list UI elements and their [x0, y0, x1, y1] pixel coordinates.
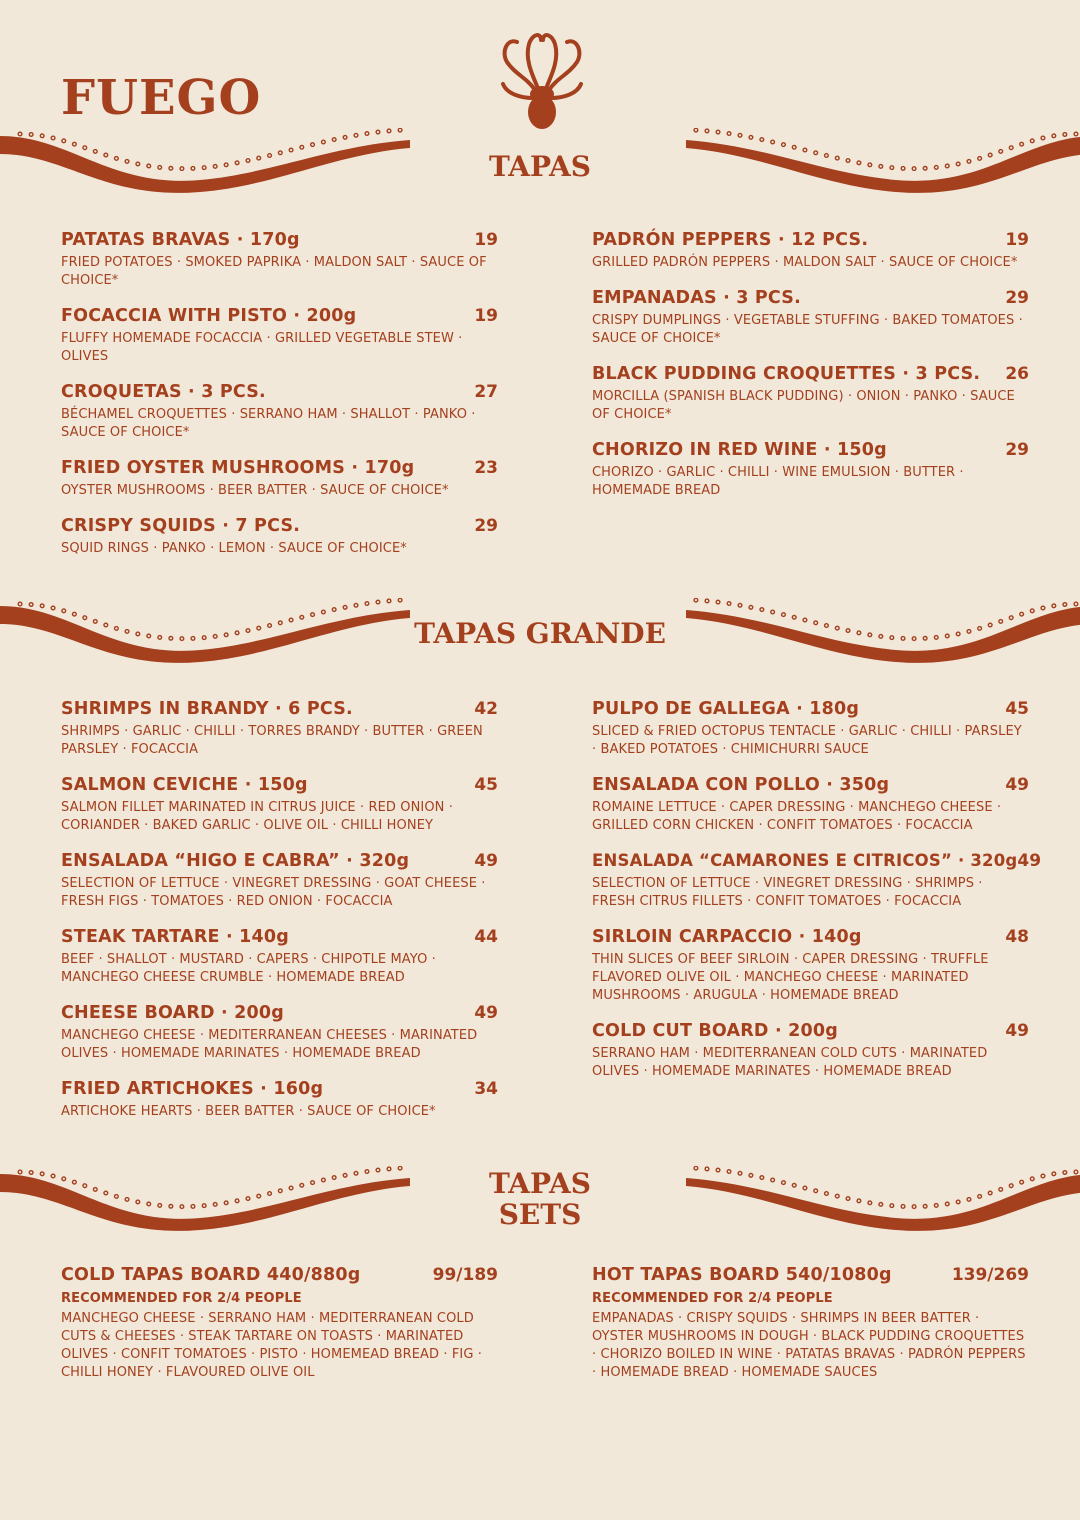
- item-description: MANCHEGO CHEESE · SERRANO HAM · MEDITERRANEAN COLD CUTS & CHEESES · STEAK TARTARE ON TOASTS · MARINATED OLIVES · CONFIT TOMATOES · PISTO · HOMEMEAD BREAD · FIG · CHILLI HONEY · FLAVOURED OLIVE OIL: [61, 1311, 483, 1380]
- item-price: 26: [1005, 364, 1029, 384]
- tapas-grande-left-column: [61, 699, 498, 1137]
- menu-item: [61, 458, 498, 500]
- menu-item: [592, 364, 1029, 424]
- item-description: SALMON FILLET MARINATED IN CITRUS JUICE · RED ONION · CORIANDER · BAKED GARLIC · OLIVE OIL · CHILLI HONEY: [61, 800, 453, 833]
- item-price: 139/269: [951, 1265, 1029, 1285]
- item-name: FRIED OYSTER MUSHROOMS · 170g: [61, 458, 415, 478]
- tapas-sets-left-column: [61, 1265, 498, 1398]
- item-price: 44: [474, 927, 498, 947]
- item-price: 19: [1005, 230, 1029, 250]
- item-price: 49: [474, 1003, 498, 1023]
- menu-item: [592, 699, 1029, 759]
- menu-item: [61, 306, 498, 366]
- item-name: ENSALADA “HIGO E CABRA” · 320g: [61, 851, 410, 871]
- section-title-line: TAPAS: [489, 1167, 591, 1200]
- section-title-tapas-sets: [0, 1168, 1080, 1230]
- item-description: SHRIMPS · GARLIC · CHILLI · TORRES BRANDY · BUTTER · GREEN PARSLEY · FOCACCIA: [61, 724, 483, 757]
- menu-item: [592, 230, 1029, 272]
- section-title-tapas-grande: TAPAS GRANDE: [414, 617, 666, 650]
- item-name: PATATAS BRAVAS · 170g: [61, 230, 300, 250]
- item-name: FOCACCIA WITH PISTO · 200g: [61, 306, 357, 326]
- item-description: SLICED & FRIED OCTOPUS TENTACLE · GARLIC · CHILLI · PARSLEY · BAKED POTATOES · CHIMICHURRI SAUCE: [592, 724, 1022, 757]
- brand-title: FUEGO: [61, 70, 262, 126]
- tapas-grande-right-column: [592, 699, 1042, 1097]
- item-description: BEEF · SHALLOT · MUSTARD · CAPERS · CHIPOTLE MAYO · MANCHEGO CHEESE CRUMBLE · HOMEMADE BREAD: [61, 952, 436, 985]
- item-name: HOT TAPAS BOARD 540/1080g: [592, 1265, 892, 1285]
- item-price: 49: [474, 851, 498, 871]
- item-name: SIRLOIN CARPACCIO · 140g: [592, 927, 862, 947]
- menu-item: [592, 851, 1042, 911]
- item-name: PADRÓN PEPPERS · 12 PCS.: [592, 230, 869, 250]
- menu-item: [61, 382, 498, 442]
- item-name: BLACK PUDDING CROQUETTES · 3 PCS.: [592, 364, 981, 384]
- item-description: ROMAINE LETTUCE · CAPER DRESSING · MANCHEGO CHEESE · GRILLED CORN CHICKEN · CONFIT TOMATOES · FOCACCIA: [592, 800, 1002, 833]
- octopus-icon: [497, 28, 587, 130]
- item-price: 45: [474, 775, 498, 795]
- item-name: SHRIMPS IN BRANDY · 6 PCS.: [61, 699, 353, 719]
- item-price: 42: [474, 699, 498, 719]
- item-price: 27: [474, 382, 498, 402]
- item-name: CHORIZO IN RED WINE · 150g: [592, 440, 887, 460]
- menu-item: [61, 699, 498, 759]
- item-description: BÉCHAMEL CROQUETTES · SERRANO HAM · SHALLOT · PANKO · SAUCE OF CHOICE*: [61, 407, 476, 440]
- item-name: EMPANADAS · 3 PCS.: [592, 288, 801, 308]
- item-name: CHEESE BOARD · 200g: [61, 1003, 285, 1023]
- item-description: EMPANADAS · CRISPY SQUIDS · SHRIMPS IN BEER BATTER · OYSTER MUSHROOMS IN DOUGH · BLACK PUDDING CROQUETTES · CHORIZO BOILED IN WINE · PATATAS BRAVAS · PADRÓN PEPPERS · HOMEMADE BREAD · HOMEMADE SAUCES: [592, 1311, 1026, 1380]
- item-name: CROQUETAS · 3 PCS.: [61, 382, 266, 402]
- section-title-line: SETS: [498, 1198, 582, 1231]
- item-description: FRIED POTATOES · SMOKED PAPRIKA · MALDON SALT · SAUCE OF CHOICE*: [61, 255, 487, 288]
- menu-item: [592, 440, 1029, 500]
- item-price: 29: [1005, 440, 1029, 460]
- menu-item: [592, 288, 1029, 348]
- item-description: THIN SLICES OF BEEF SIRLOIN · CAPER DRESSING · TRUFFLE FLAVORED OLIVE OIL · MANCHEGO CHEESE · MARINATED MUSHROOMS · ARUGULA · HOMEMADE BREAD: [592, 952, 989, 1003]
- item-price: 34: [474, 1079, 498, 1099]
- tapas-sets-right-column: [592, 1265, 1029, 1398]
- item-price: 49: [1017, 851, 1042, 871]
- item-description: FLUFFY HOMEMADE FOCACCIA · GRILLED VEGETABLE STEW · OLIVES: [61, 331, 463, 364]
- item-description: MANCHEGO CHEESE · MEDITERRANEAN CHEESES · MARINATED OLIVES · HOMEMADE MARINATES · HOMEMADE BREAD: [61, 1028, 478, 1061]
- item-name: PULPO DE GALLEGA · 180g: [592, 699, 860, 719]
- item-price: 19: [474, 230, 498, 250]
- tapas-left-column: [61, 230, 498, 574]
- item-description: GRILLED PADRÓN PEPPERS · MALDON SALT · SAUCE OF CHOICE*: [592, 255, 1018, 270]
- item-recommendation: RECOMMENDED FOR 2/4 PEOPLE: [61, 1291, 302, 1306]
- item-price: 49: [1005, 775, 1029, 795]
- item-description: CHORIZO · GARLIC · CHILLI · WINE EMULSION · BUTTER · HOMEMADE BREAD: [592, 465, 964, 498]
- item-price: 49: [1005, 1021, 1029, 1041]
- item-name: STEAK TARTARE · 140g: [61, 927, 289, 947]
- menu-item: [592, 1021, 1029, 1081]
- menu-item: [61, 1265, 498, 1382]
- item-price: 29: [474, 516, 498, 536]
- item-name: ENSALADA “CAMARONES E CITRICOS” · 320g: [592, 851, 1018, 870]
- item-name: CRISPY SQUIDS · 7 PCS.: [61, 516, 301, 536]
- item-description: ARTICHOKE HEARTS · BEER BATTER · SAUCE OF CHOICE*: [61, 1104, 436, 1119]
- menu-item: [61, 230, 498, 290]
- menu-item: [61, 516, 498, 558]
- menu-item: [592, 927, 1029, 1005]
- item-price: 29: [1005, 288, 1029, 308]
- item-description: MORCILLA (SPANISH BLACK PUDDING) · ONION · PANKO · SAUCE OF CHOICE*: [592, 389, 1015, 422]
- item-price: 45: [1005, 699, 1029, 719]
- menu-item: [61, 775, 498, 835]
- item-price: 23: [474, 458, 498, 478]
- item-price: 19: [474, 306, 498, 326]
- item-name: COLD TAPAS BOARD 440/880g: [61, 1265, 361, 1285]
- menu-item: [61, 927, 498, 987]
- menu-item: [592, 775, 1029, 835]
- item-description: OYSTER MUSHROOMS · BEER BATTER · SAUCE OF CHOICE*: [61, 483, 449, 498]
- item-name: SALMON CEVICHE · 150g: [61, 775, 308, 795]
- menu-item: [592, 1265, 1029, 1382]
- item-description: SELECTION OF LETTUCE · VINEGRET DRESSING · SHRIMPS · FRESH CITRUS FILLETS · CONFIT TOMATOES · FOCACCIA: [592, 876, 983, 909]
- menu-item: [61, 851, 498, 911]
- item-recommendation: RECOMMENDED FOR 2/4 PEOPLE: [592, 1291, 833, 1306]
- section-title-tapas: TAPAS: [489, 150, 591, 183]
- item-description: SELECTION OF LETTUCE · VINEGRET DRESSING · GOAT CHEESE · FRESH FIGS · TOMATOES · RED ONION · FOCACCIA: [61, 876, 486, 909]
- menu-item: [61, 1003, 498, 1063]
- item-price: 99/189: [432, 1265, 498, 1285]
- item-description: SQUID RINGS · PANKO · LEMON · SAUCE OF CHOICE*: [61, 541, 407, 556]
- item-name: ENSALADA CON POLLO · 350g: [592, 775, 890, 795]
- item-name: FRIED ARTICHOKES · 160g: [61, 1079, 324, 1099]
- tapas-right-column: [592, 230, 1029, 516]
- item-description: CRISPY DUMPLINGS · VEGETABLE STUFFING · BAKED TOMATOES · SAUCE OF CHOICE*: [592, 313, 1023, 346]
- menu-item: [61, 1079, 498, 1121]
- item-price: 48: [1005, 927, 1029, 947]
- item-name: COLD CUT BOARD · 200g: [592, 1021, 838, 1041]
- item-description: SERRANO HAM · MEDITERRANEAN COLD CUTS · MARINATED OLIVES · HOMEMADE MARINATES · HOMEMADE BREAD: [592, 1046, 988, 1079]
